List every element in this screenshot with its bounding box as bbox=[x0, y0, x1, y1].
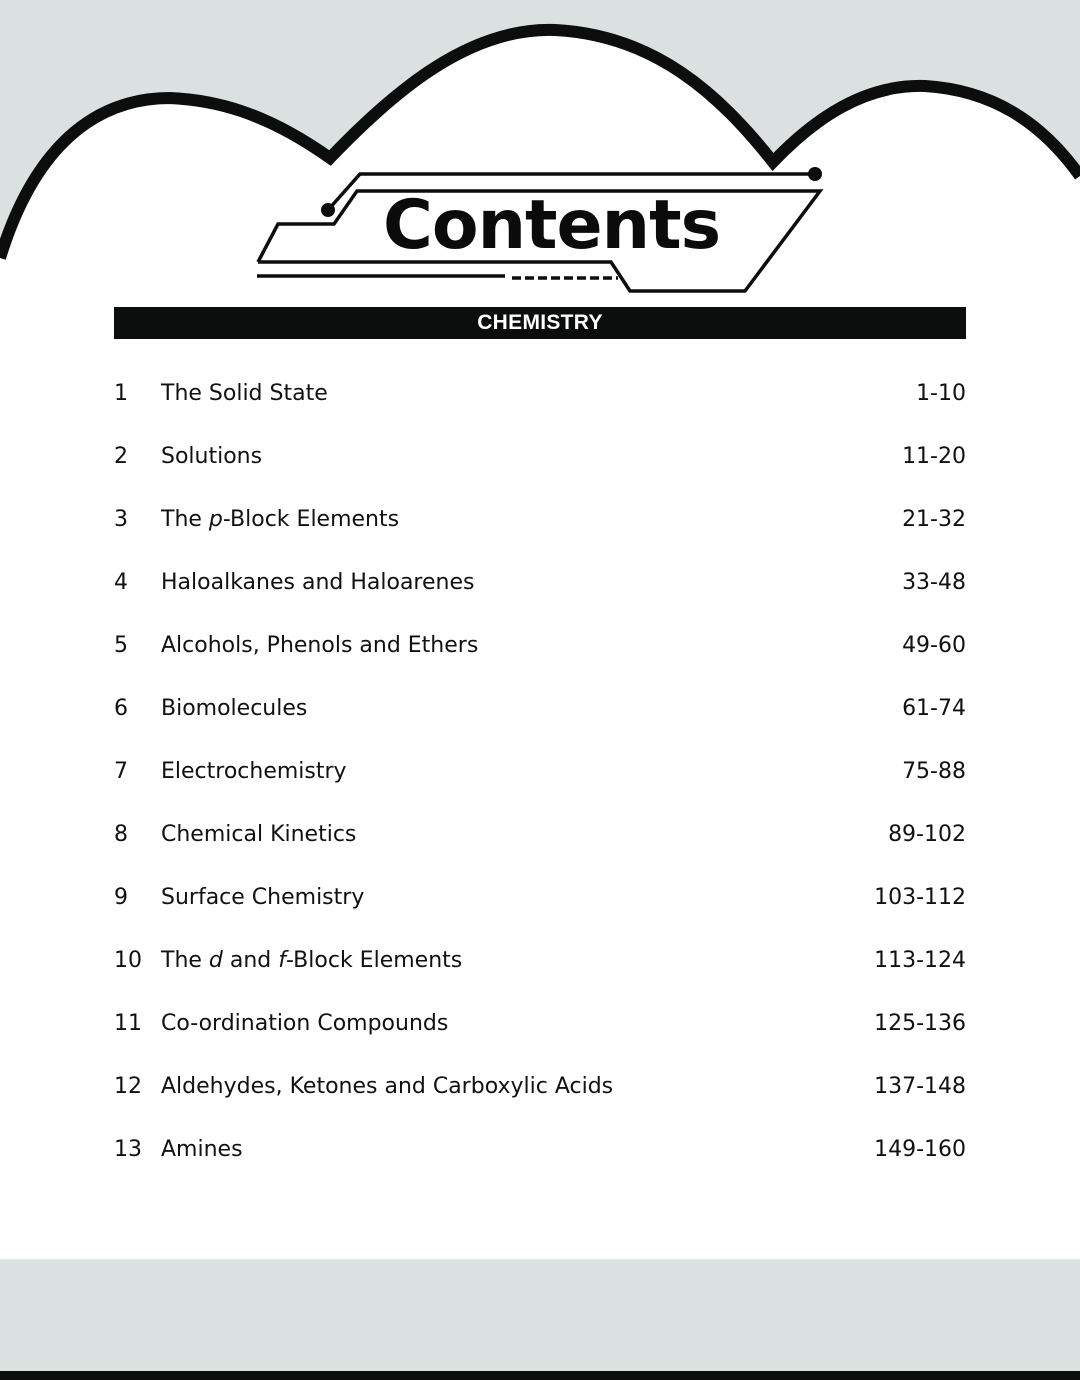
footer-strip bbox=[0, 1371, 1080, 1380]
chapter-number: 13 bbox=[114, 1137, 142, 1162]
chapter-title: Solutions bbox=[161, 444, 263, 469]
page-range: 33-48 bbox=[902, 570, 966, 595]
toc-row[interactable] bbox=[114, 816, 966, 879]
page-range: 11-20 bbox=[902, 444, 966, 469]
toc-row[interactable] bbox=[114, 690, 966, 753]
toc-row[interactable] bbox=[114, 1068, 966, 1131]
chapter-number: 7 bbox=[114, 759, 128, 784]
chapter-title: The Solid State bbox=[161, 381, 328, 406]
chapter-title: Biomolecules bbox=[161, 696, 308, 721]
chapter-number: 4 bbox=[114, 570, 128, 595]
chapter-title: Chemical Kinetics bbox=[161, 822, 357, 847]
chapter-number: 10 bbox=[114, 948, 142, 973]
toc-row[interactable] bbox=[114, 879, 966, 942]
section-header-chemistry: CHEMISTRY bbox=[114, 307, 966, 339]
toc-row[interactable] bbox=[114, 1005, 966, 1068]
page-range: 21-32 bbox=[902, 507, 966, 532]
chapter-title: Co-ordination Compounds bbox=[161, 1011, 449, 1036]
chapter-number: 8 bbox=[114, 822, 128, 847]
chapter-number: 1 bbox=[114, 381, 128, 406]
toc-row[interactable] bbox=[114, 627, 966, 690]
page-range: 113-124 bbox=[874, 948, 966, 973]
chapter-title: The d and f-Block Elements bbox=[161, 948, 463, 973]
page-range: 149-160 bbox=[874, 1137, 966, 1162]
chapter-number: 5 bbox=[114, 633, 128, 658]
footer-band bbox=[0, 1259, 1080, 1372]
page-range: 125-136 bbox=[874, 1011, 966, 1036]
toc-row[interactable] bbox=[114, 501, 966, 564]
toc-row[interactable] bbox=[114, 1131, 966, 1194]
chapter-title: Surface Chemistry bbox=[161, 885, 365, 910]
chapter-number: 3 bbox=[114, 507, 128, 532]
chapter-title: Alcohols, Phenols and Ethers bbox=[161, 633, 479, 658]
chapter-number: 12 bbox=[114, 1074, 142, 1099]
chapter-number: 6 bbox=[114, 696, 128, 721]
chapter-title: Aldehydes, Ketones and Carboxylic Acids bbox=[161, 1074, 614, 1099]
chapter-title: Haloalkanes and Haloarenes bbox=[161, 570, 475, 595]
table-of-contents bbox=[114, 375, 966, 1194]
chapter-title: Electrochemistry bbox=[161, 759, 347, 784]
toc-row[interactable] bbox=[114, 942, 966, 1005]
page-range: 1-10 bbox=[916, 381, 966, 406]
circuit-node-right bbox=[808, 167, 822, 181]
circuit-node-left bbox=[321, 203, 335, 217]
page-range: 75-88 bbox=[902, 759, 966, 784]
chapter-number: 9 bbox=[114, 885, 128, 910]
page-range: 137-148 bbox=[874, 1074, 966, 1099]
chapter-number: 2 bbox=[114, 444, 128, 469]
page-range: 103-112 bbox=[874, 885, 966, 910]
page-range: 89-102 bbox=[888, 822, 966, 847]
toc-row[interactable] bbox=[114, 438, 966, 501]
toc-row[interactable] bbox=[114, 753, 966, 816]
page-range: 61-74 bbox=[902, 696, 966, 721]
toc-row[interactable] bbox=[114, 375, 966, 438]
chapter-title: Amines bbox=[161, 1137, 243, 1162]
chapter-number: 11 bbox=[114, 1011, 142, 1036]
toc-row[interactable] bbox=[114, 564, 966, 627]
chapter-title: The p-Block Elements bbox=[161, 507, 400, 532]
page-title: Contents bbox=[383, 186, 721, 265]
page-range: 49-60 bbox=[902, 633, 966, 658]
